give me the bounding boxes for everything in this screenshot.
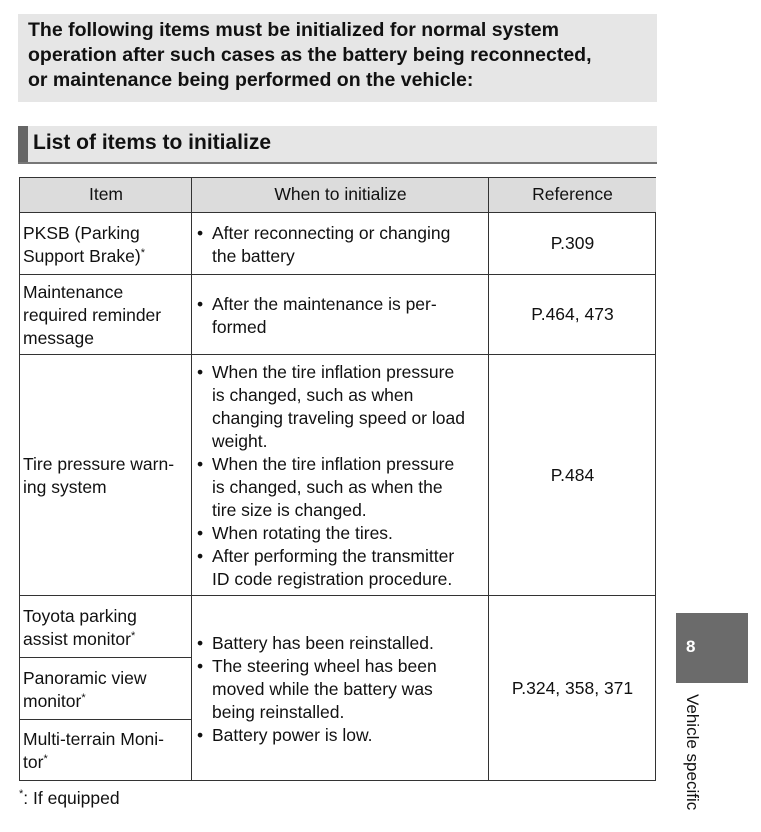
list-item: • When the tire inflation pressure is changed, such as when changing traveling speed or load weight. bbox=[196, 361, 465, 453]
header-item: Item bbox=[20, 178, 192, 212]
table-row-item bbox=[20, 720, 192, 780]
list-item: • After performing the transmitter ID code registration procedure. bbox=[196, 545, 465, 591]
chapter-tab bbox=[676, 613, 748, 683]
list-item: • When the tire inflation pressure is changed, such as when the tire size is changed. bbox=[196, 453, 465, 522]
table-row-when bbox=[192, 355, 489, 595]
section-header bbox=[18, 126, 657, 164]
equipped-star: * bbox=[81, 691, 86, 704]
header-reference: Reference bbox=[489, 178, 656, 212]
intro-line: or maintenance being performed on the vehicle: bbox=[28, 69, 474, 91]
table-row-when bbox=[192, 213, 489, 274]
item-line: Tire pressure warn- bbox=[23, 454, 175, 474]
item-line: tor bbox=[23, 752, 44, 772]
header-when: When to initialize bbox=[192, 178, 489, 212]
table-row-item bbox=[20, 275, 192, 354]
chapter-title: Vehicle specific bbox=[683, 694, 702, 811]
item-line: Panoramic view bbox=[23, 667, 147, 688]
list-item: • Battery has been reinstalled. bbox=[196, 632, 437, 655]
chapter-number: 8 bbox=[686, 637, 696, 656]
item-line: required reminder bbox=[23, 305, 162, 325]
item-line: Support Brake) bbox=[23, 245, 141, 266]
table-row-reference: P.484 bbox=[550, 464, 595, 485]
list-item: • Battery power is low. bbox=[196, 724, 437, 747]
table-row-when bbox=[192, 596, 489, 780]
list-item: • After the maintenance is per- formed bbox=[196, 293, 437, 339]
equipped-star: * bbox=[43, 753, 48, 765]
list-item: • After reconnecting or changing the battery bbox=[196, 222, 450, 268]
initialize-table bbox=[19, 177, 656, 781]
list-item: • The steering wheel has been moved while the battery was being reinstalled. bbox=[196, 655, 437, 724]
item-line: Multi-terrain Moni- bbox=[23, 729, 164, 749]
intro-box bbox=[18, 14, 657, 102]
table-row-reference: P.464, 473 bbox=[531, 304, 614, 324]
intro-line: operation after such cases as the battery being reconnected, bbox=[28, 44, 592, 66]
item-line: Maintenance bbox=[23, 282, 124, 302]
footnote-text: : If equipped bbox=[23, 788, 120, 808]
table-row-item bbox=[20, 213, 192, 274]
equipped-star: * bbox=[130, 629, 136, 642]
item-line: message bbox=[23, 328, 95, 348]
item-line: Toyota parking bbox=[23, 605, 137, 626]
item-line: ing system bbox=[23, 477, 107, 497]
section-title: List of items to initialize bbox=[33, 131, 272, 154]
intro-line: The following items must be initialized for normal system bbox=[28, 19, 559, 41]
list-item: • When rotating the tires. bbox=[196, 522, 465, 545]
footnote-star: * bbox=[19, 788, 24, 800]
table-row-reference: P.309 bbox=[550, 233, 595, 253]
table-row-reference: P.324, 358, 371 bbox=[511, 677, 634, 698]
item-line: PKSB (Parking bbox=[23, 222, 140, 243]
item-line: monitor bbox=[23, 690, 82, 711]
section-accent-bar bbox=[18, 126, 28, 162]
table-row-item bbox=[20, 596, 192, 657]
table-row-item bbox=[20, 355, 192, 595]
table-row-item bbox=[20, 658, 192, 719]
item-line: assist monitor bbox=[23, 628, 131, 649]
footnote bbox=[19, 786, 120, 810]
table-row-when bbox=[192, 275, 489, 354]
equipped-star: * bbox=[140, 246, 145, 259]
